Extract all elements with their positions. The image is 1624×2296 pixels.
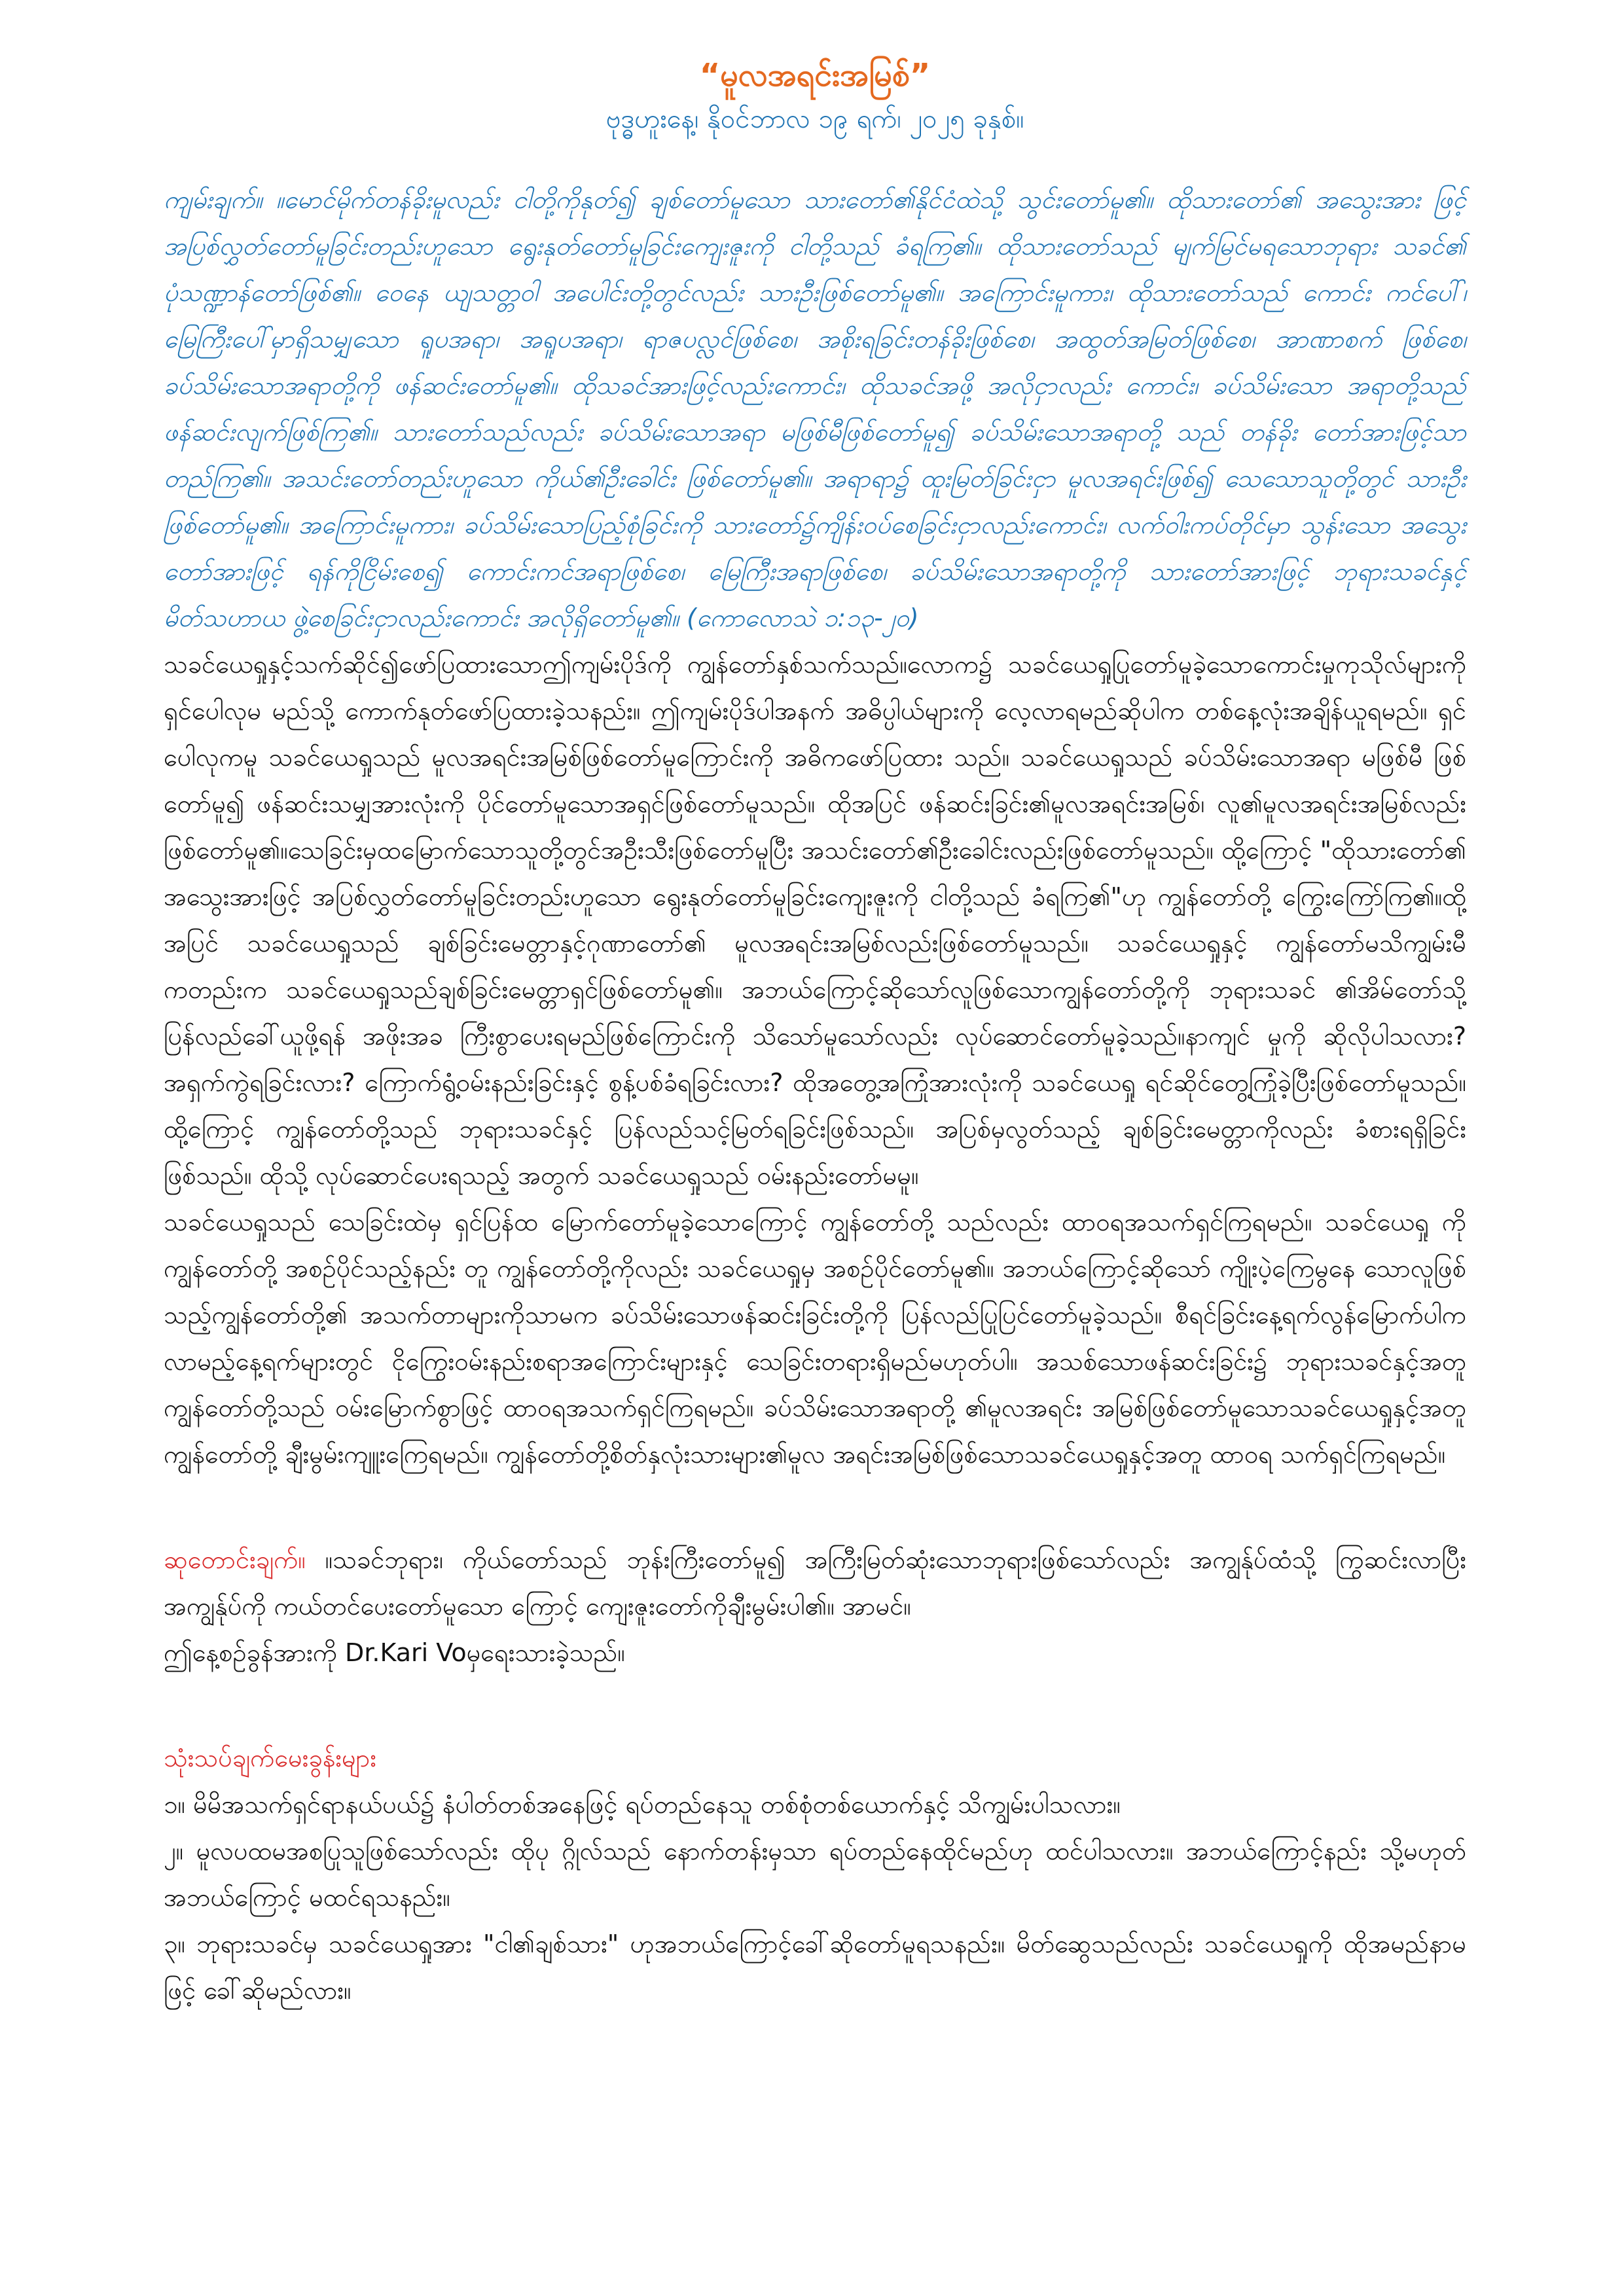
question-item: ၂။ မူလပထမအစပြုသူဖြစ်သော်လည်း ထိုပု ဂ္ဂိုလ်သည် နောက်တန်းမှသာ ရပ်တည်နေထိုင်မည်ဟု ထင်ပါသလား။ အဘယ်ကြောင့်နည်း သို့မဟုတ် အဘယ်ကြောင့် မထင်ရသနည်း။ bbox=[164, 1837, 1466, 1912]
devotional-page bbox=[164, 52, 1466, 2014]
prayer-text: ။သခင်ဘုရား၊ ကိုယ်တော်သည် ဘုန်းကြီးတော်မူ၍ အကြီးမြတ်ဆုံးသောဘုရားဖြစ်သော်လည်း အကျွန်ုပ်ထံသို့ ကြွဆင်းလာပြီး အကျွန်ုပ်ကို ကယ်တင်ပေးတော်မူသော ကြောင့် ကျေးဇူးတော်ကိုချီးမွမ်းပါ၏။ အာမင်။ bbox=[164, 1545, 1466, 1621]
question-item: ၁။ မိမိအသက်ရှင်ရာနယ်ပယ်၌ နံပါတ်တစ်အနေဖြင့် ရပ်တည်နေသူ တစ်စုံတစ်ယောက်နှင့် သိကျွမ်းပါသလား။ bbox=[164, 1790, 1121, 1819]
body-paragraph-2: သခင်ယေရှုသည် သေခြင်းထဲမှ ရှင်ပြန်ထ မြောက်တော်မူခဲ့သောကြောင့် ကျွန်တော်တို့ သည်လည်း ထာဝရအသက်ရှင်ကြရမည်။ သခင်ယေရှု ကို ကျွန်တော်တို့ အစဉ်ပိုင်သည့်နည်း တူ ကျွန်တော်တို့ကိုလည်း သခင်ယေရှုမှ အစဉ်ပိုင်တော်မူ၏။ အဘယ်ကြောင့်ဆိုသော် ကျိုးပဲ့ကြေမွနေ သောလူဖြစ်သည့်ကျွန်တော်တို့၏ အသက်တာများကိုသာမက ခပ်သိမ်းသောဖန်ဆင်းခြင်းတို့ကို ပြန်လည်ပြုပြင်တော်မူခဲ့သည်။ စီရင်ခြင်းနေ့ရက်လွန်မြောက်ပါက လာမည့်နေ့ရက်များတွင် ငိုကြွေးဝမ်းနည်းစရာအကြောင်းများနှင့် သေခြင်းတရားရှိမည်မဟုတ်ပါ။ အသစ်သောဖန်ဆင်းခြင်း၌ ဘုရားသခင်နှင့်အတူ ကျွန်တော်တို့သည် ဝမ်းမြောက်စွာဖြင့် ထာဝရအသက်ရှင်ကြရမည်။ ခပ်သိမ်းသောအရာတို့ ၏မူလအရင်း အမြစ်ဖြစ်တော်မူသောသခင်ယေရှုနှင့်အတူ ကျွန်တော်တို့ ချီးမွမ်းကျူးကြေရမည်။ ကျွန်တော်တို့စိတ်နှလုံးသားများ၏မူလ အရင်းအမြစ်ဖြစ်သောသခင်ယေရှုနှင့်အတူ ထာဝရ သက်ရှင်ကြရမည်။ bbox=[164, 1208, 1466, 1469]
page-title: “မူလအရင်းအမြစ်” bbox=[699, 57, 931, 94]
author-note: ဤနေ့စဉ်ခွန်အားကို Dr.Kari Voမှရေးသားခဲ့သည်။ bbox=[164, 1638, 625, 1667]
prayer bbox=[164, 1537, 1466, 1630]
body-paragraph-1: သခင်ယေရှုနှင့်သက်ဆိုင်၍ဖော်ပြထားသောဤကျမ်းပိုဒ်ကို ကျွန်တော်နှစ်သက်သည်။လောက၌ သခင်ယေရှုပြုတော်မူခဲ့သောကောင်းမှုကုသိုလ်များကို ရှင်ပေါလုမ မည်သို့ ကောက်နုတ်ဖော်ပြထားခဲ့သနည်း။ ဤကျမ်းပိုဒ်ပါအနက် အဓိပ္ပါယ်များကို လေ့လာရမည်ဆိုပါက တစ်နေ့လုံးအချိန်ယူရမည်။ ရှင်ပေါလုကမူ သခင်ယေရှုသည် မူလအရင်းအမြစ်ဖြစ်တော်မူကြောင်းကို အဓိကဖော်ပြထား သည်။ သခင်ယေရှုသည် ခပ်သိမ်းသောအရာ မဖြစ်မီ ဖြစ်တော်မူ၍ ဖန်ဆင်းသမျှအားလုံးကို ပိုင်တော်မူသောအရှင်ဖြစ်တော်မူသည်။ ထိုအပြင် ဖန်ဆင်းခြင်း၏မူလအရင်းအမြစ်၊ လူ၏မူလအရင်းအမြစ်လည်းဖြစ်တော်မူ၏။သေခြင်းမှထမြောက်သောသူတို့တွင်အဦးသီးဖြစ်တော်မူပြီး အသင်းတော်၏ဦးခေါင်းလည်းဖြစ်တော်မူသည်။ ထို့ကြောင့် "ထိုသားတော်၏ အသွေးအားဖြင့် အပြစ်လွှတ်တော်မူခြင်းတည်းဟူသော ရွေးနုတ်တော်မူခြင်းကျေးဇူးကို ငါတို့သည် ခံရကြ၏"ဟု ကျွန်တော်တို့ ကြွေးကြော်ကြ၏။ထို့အပြင် သခင်ယေရှုသည် ချစ်ခြင်းမေတ္တာနှင့်ဂုဏာတော်၏ မူလအရင်းအမြစ်လည်းဖြစ်တော်မူသည်။ သခင်ယေရှုနှင့် ကျွန်တော်မသိကျွမ်းမီကတည်းက သခင်ယေရှုသည်ချစ်ခြင်းမေတ္တာရှင်ဖြစ်တော်မူ၏။ အဘယ်ကြောင့်ဆိုသော်လူဖြစ်သောကျွန်တော်တို့ကို ဘုရားသခင် ၏အိမ်တော်သို့ ပြန်လည်ခေါ်ယူဖို့ရန် အဖိုးအခ ကြီးစွာပေးရမည်ဖြစ်ကြောင်းကို သိသော်မူသော်လည်း လုပ်ဆောင်တော်မူခဲ့သည်။နာကျင် မှုကို ဆိုလိုပါသလား?အရှက်ကွဲရခြင်းလား? ကြောက်ရွံ့ဝမ်းနည်းခြင်းနှင့် စွန့်ပစ်ခံရခြင်းလား? ထိုအတွေ့အကြုံအားလုံးကို သခင်ယေရှု ရင်ဆိုင်တွေ့ကြုံခဲ့ပြီးဖြစ်တော်မူသည်။ ထို့ကြောင့် ကျွန်တော်တို့သည် ဘုရားသခင်နှင့် ပြန်လည်သင့်မြတ်ရခြင်းဖြစ်သည်။ အပြစ်မှလွတ်သည့် ချစ်ခြင်းမေတ္တာကိုလည်း ခံစားရရှိခြင်းဖြစ်သည်။ ထိုသို့ လုပ်ဆောင်ပေးရသည့် အတွက် သခင်ယေရှုသည် ဝမ်းနည်းတော်မမူ။ bbox=[164, 650, 1466, 1190]
dateline: ဗုဒ္ဓဟူးနေ့၊ နိုဝင်ဘာလ ၁၉ ရက်၊ ၂၀၂၅ ခုနှစ်။ bbox=[605, 104, 1024, 134]
question-item: ၃။ ဘုရားသခင်မှ သခင်ယေရှုအား "ငါ၏ချစ်သား" ဟုအဘယ်ကြောင့်ခေါ်ဆိုတော်မူရသနည်း။ မိတ်ဆွေသည်လည်း သခင်ယေရှုကို ထိုအမည်နာမဖြင့် ခေါ်ဆိုမည်လား။ bbox=[164, 1929, 1466, 2005]
prayer-label: ဆုတောင်းချက်။ bbox=[164, 1545, 306, 1574]
questions-heading: သုံးသပ်ချက်မေးခွန်းများ bbox=[164, 1744, 377, 1772]
scripture-verse: ကျမ်းချက်။ ။မောင်မိုက်တန်ခိုးမူလည်း ငါတို့ကိုနုတ်၍ ချစ်တော်မူသော သားတော်၏နိုင်ငံထဲသို့ သွင်းတော်မူ၏။ ထိုသားတော်၏ အသွေးအား ဖြင့် အပြစ်လွှတ်တော်မူခြင်းတည်းဟူသော ရွေးနုတ်တော်မူခြင်းကျေးဇူးကို ငါတို့သည် ခံရကြ၏။ ထိုသားတော်သည် မျက်မြင်မရသောဘုရား သခင်၏ ပုံသဏ္ဍာန်တော်ဖြစ်၏။ ဝေနေ ယျသတ္တဝါ အပေါင်းတို့တွင်လည်း သားဦးဖြစ်တော်မူ၏။ အကြောင်းမူကား၊ ထိုသားတော်သည် ကောင်း ကင်ပေါ်၊ မြေကြီးပေါ်မှာရှိသမျှသော ရူပအရာ၊ အရူပအရာ၊ ရာဇပလ္လင်ဖြစ်စေ၊ အစိုးရခြင်းတန်ခိုးဖြစ်စေ၊ အထွတ်အမြတ်ဖြစ်စေ၊ အာဏာစက် ဖြစ်စေ၊ ခပ်သိမ်းသောအရာတို့ကို ဖန်ဆင်းတော်မူ၏။ ထိုသခင်အားဖြင့်လည်းကောင်း၊ ထိုသခင်အဖို့ အလိုငှာလည်း ကောင်း၊ ခပ်သိမ်းသော အရာတို့သည် ဖန်ဆင်းလျက်ဖြစ်ကြ၏။ သားတော်သည်လည်း ခပ်သိမ်းသောအရာ မဖြစ်မီဖြစ်တော်မူ၍ ခပ်သိမ်းသောအရာတို့ သည် တန်ခိုး တော်အားဖြင့်သာ တည်ကြ၏။ အသင်းတော်တည်းဟူသော ကိုယ်၏ဦးခေါင်း ဖြစ်တော်မူ၏။ အရာရာ၌ ထူးမြတ်ခြင်းငှာ မူလအရင်းဖြစ်၍ သေသောသူတို့တွင် သားဦးဖြစ်တော်မူ၏။ အကြောင်းမူကား၊ ခပ်သိမ်းသောပြည့်စုံခြင်းကို သားတော်၌ကျိန်းဝပ်စေခြင်းငှာလည်းကောင်း၊ လက်ဝါးကပ်တိုင်မှာ သွန်းသော အသွေးတော်အားဖြင့် ရန်ကိုငြိမ်းစေ၍ ကောင်းကင်အရာဖြစ်စေ၊ မြေကြီးအရာဖြစ်စေ၊ ခပ်သိမ်းသောအရာတို့ကို သားတော်အားဖြင့် ဘုရားသခင်နှင့် မိတ်သဟာယ ဖွဲ့စေခြင်းငှာလည်းကောင်း အလိုရှိတော်မူ၏။ (ကောလောသဲ ၁:၁၃-၂၀) bbox=[164, 185, 1466, 632]
